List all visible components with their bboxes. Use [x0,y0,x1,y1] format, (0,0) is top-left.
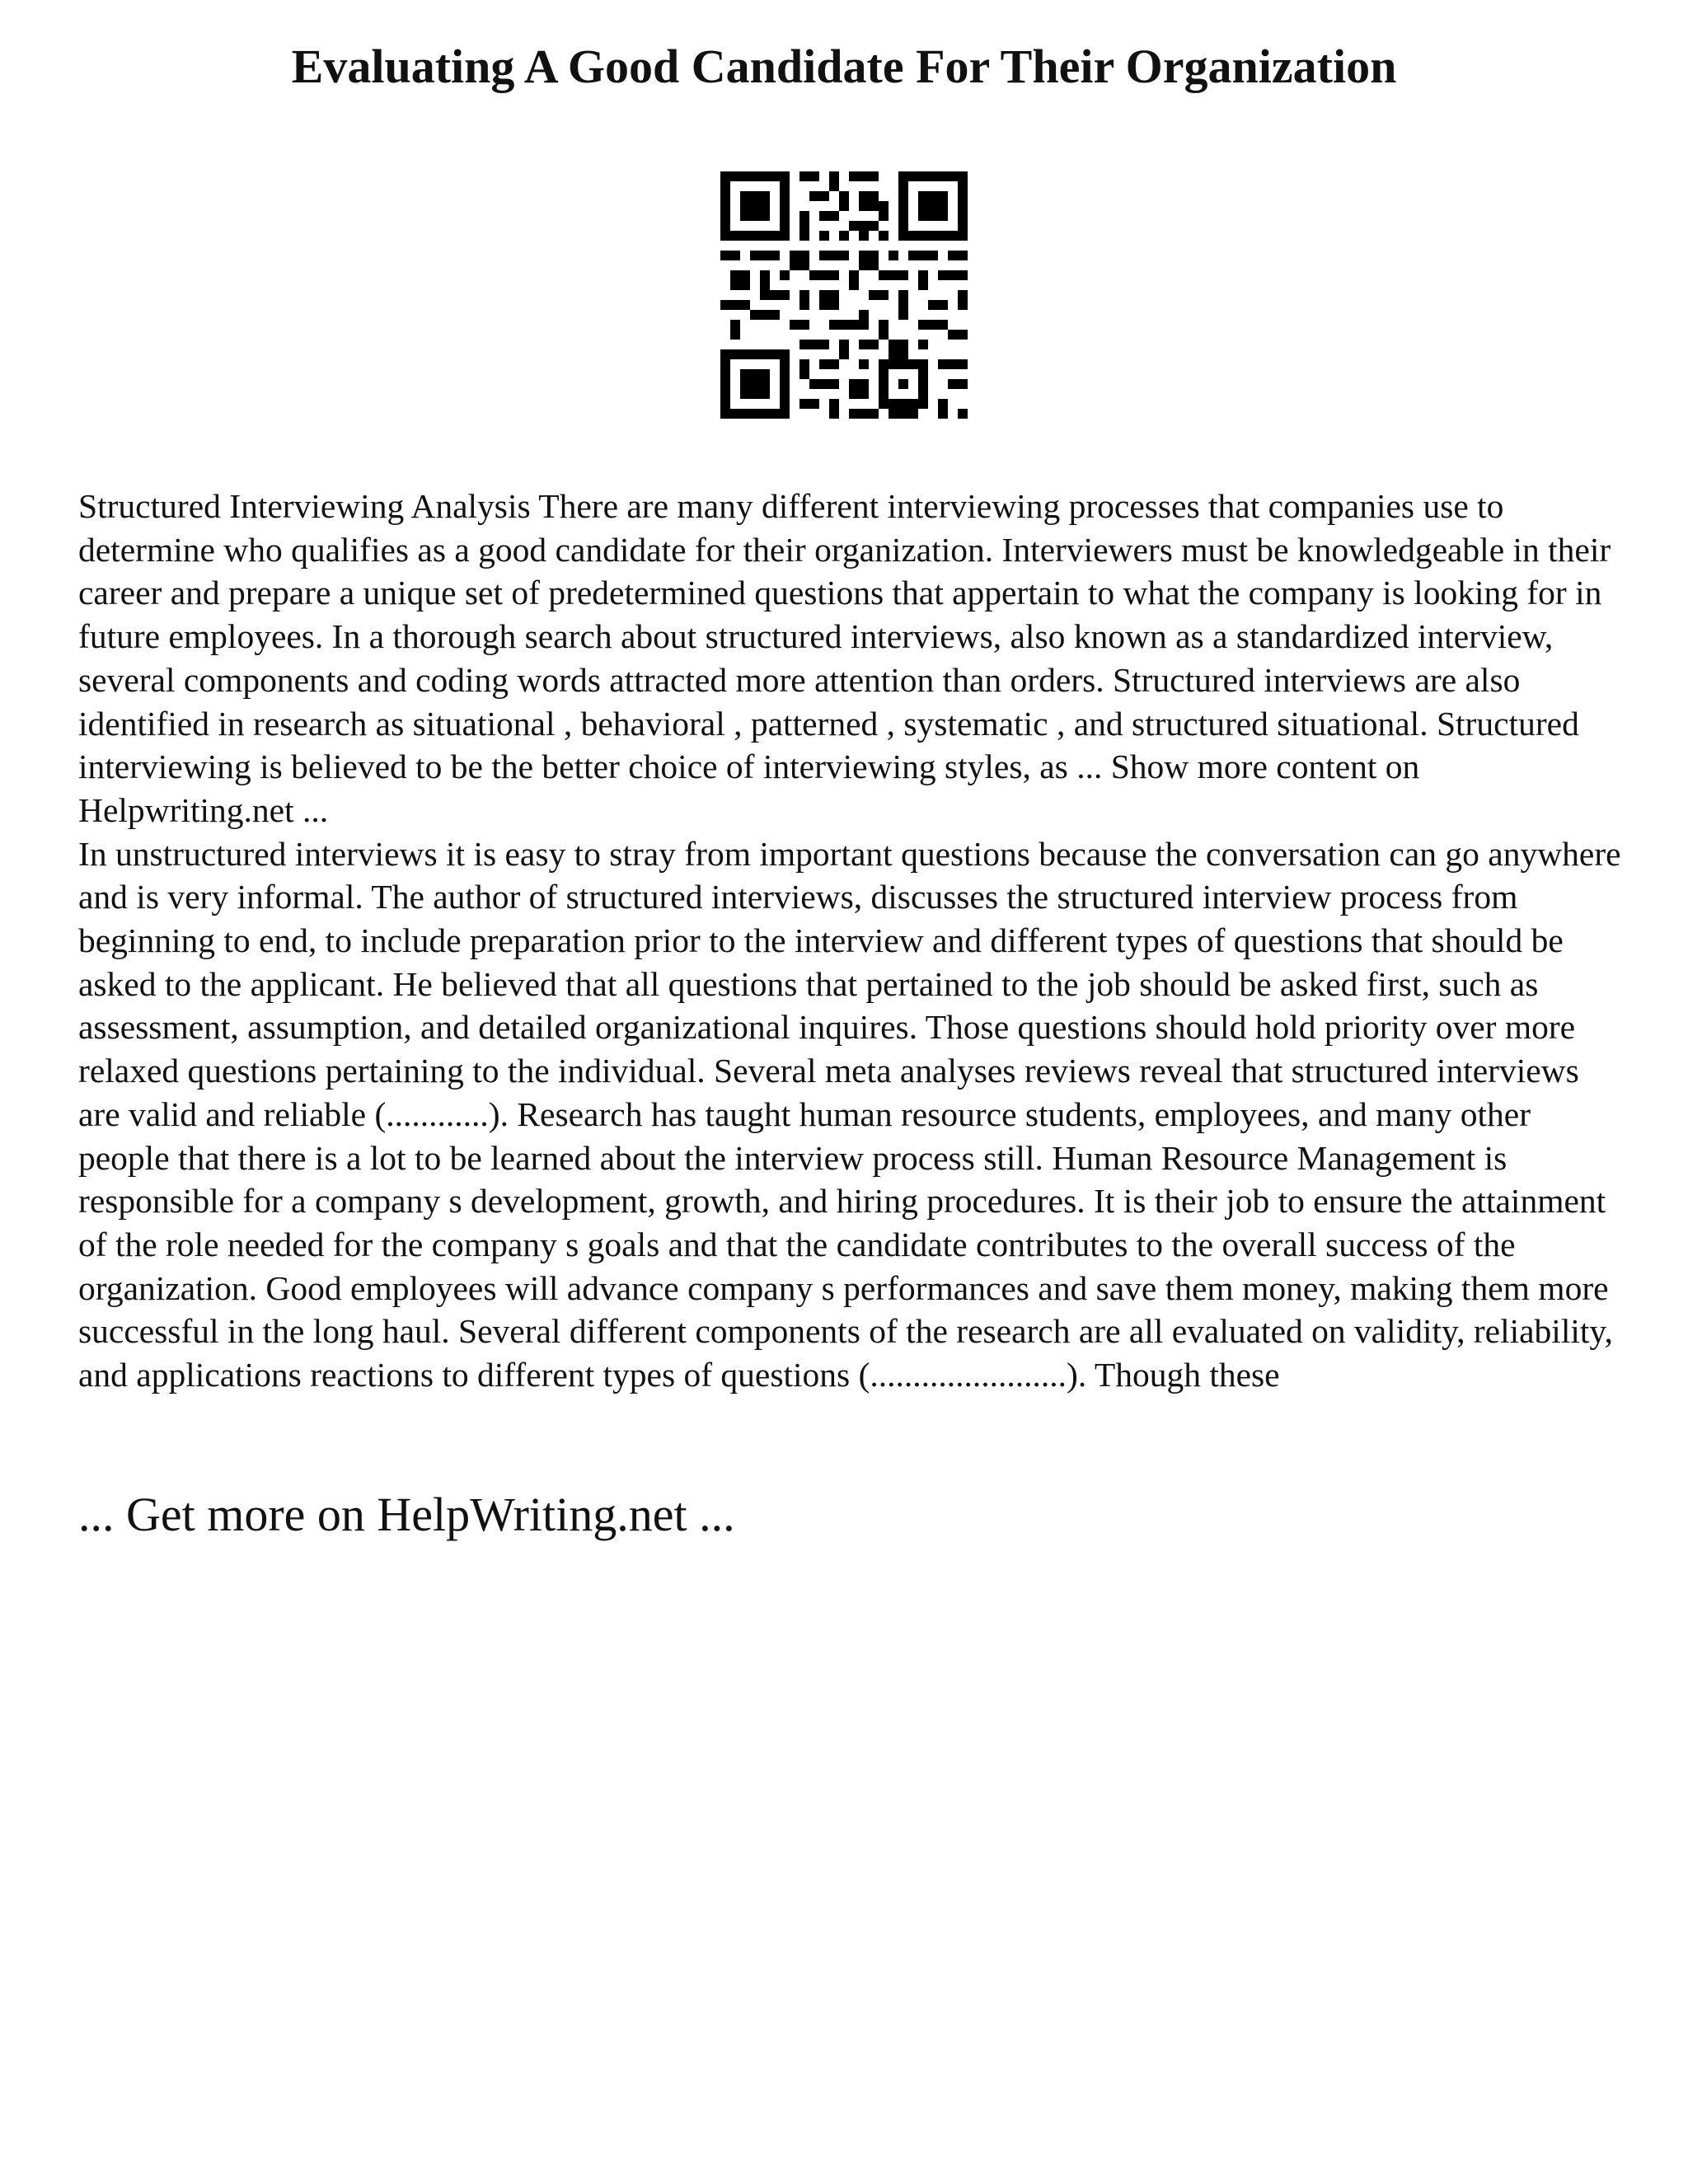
article-paragraph: Structured Interviewing Analysis There are many different interviewing processes that companies use to determine who qualifies as a good candidate for their organization. Interviewers must be knowledgeable in their career and prepare a unique set of predetermined questions that appertain to what the company is looking for in future employees. In a thorough search about structured interviews, also known as a standardized interview, several components and coding words attracted more attention than orders. Structured interviews are also identified in research as situational , behavioral , patterned , systematic , and structured situational. Structured interviewing is believed to be the better choice of interviewing styles, as ... Show more content on Helpwriting.net ... [78,487,1611,829]
page-title: Evaluating A Good Candidate For Their Organization [291,40,1397,93]
get-more-link[interactable]: ... Get more on HelpWriting.net ... [78,1488,735,1541]
article-body [78,485,1628,1397]
qr-code-icon[interactable] [720,171,968,419]
article-paragraph: In unstructured interviews it is easy to stray from important questions because the conversation can go anywhere and is very informal. The author of structured interviews, discusses the structured interview process from beginning to end, to include preparation prior to the interview and different types of questions that should be asked to the applicant. He believed that all questions that pertained to the job should be asked first, such as assessment, assumption, and detailed organizational inquires. Those questions should hold priority over more relaxed questions pertaining to the individual. Several meta analyses reviews reveal that structured interviews are valid and reliable (............). Research has taught human resource students, employees, and many other people that there is a lot to be learned about the interview process still. Human Resource Management is responsible for a company s development, growth, and hiring procedures. It is their job to ensure the attainment of the role needed for the company s goals and that the candidate contributes to the overall success of the organization. Good employees will advance company s performances and save them money, making them more successful in the long haul. Several different components of the research are all evaluated on validity, reliability, and applications reactions to different types of questions (.......................). Though these [78,834,1621,1394]
